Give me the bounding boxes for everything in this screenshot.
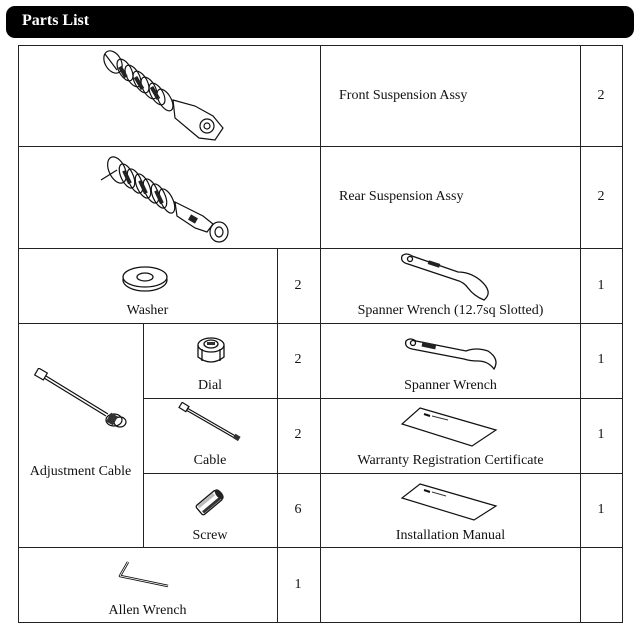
manual-icon (400, 482, 500, 522)
certificate-icon (400, 406, 500, 448)
spanner-wrench-slotted-label: Spanner Wrench (12.7sq Slotted) (357, 303, 544, 318)
manual-label: Installation Manual (395, 528, 506, 543)
spanner-wrench-slotted-qty: 1 (597, 278, 605, 293)
front-suspension-icon (95, 48, 230, 144)
adjustment-cable-label: Adjustment Cable (29, 464, 132, 479)
dial-icon (194, 333, 228, 369)
front-suspension-label: Front Suspension Assy (339, 88, 468, 103)
front-suspension-qty: 2 (597, 88, 605, 103)
screw-icon (192, 484, 228, 520)
certificate-qty: 1 (597, 427, 605, 442)
washer-label: Washer (126, 303, 169, 318)
manual-qty: 1 (597, 502, 605, 517)
spanner-wrench-label: Spanner Wrench (404, 378, 497, 393)
dial-qty: 2 (294, 352, 302, 367)
allen-wrench-icon (116, 560, 172, 588)
spanner-wrench-slotted-icon (398, 250, 503, 302)
adjustment-cable-icon (30, 368, 130, 430)
washer-qty: 2 (294, 278, 302, 293)
cable-qty: 2 (294, 427, 302, 442)
spanner-wrench-icon (402, 333, 502, 371)
cable-icon (178, 402, 244, 444)
spanner-wrench-qty: 1 (597, 352, 605, 367)
rear-suspension-label: Rear Suspension Assy (339, 189, 464, 204)
screw-qty: 6 (294, 502, 302, 517)
screw-label: Screw (192, 528, 228, 543)
cable-label: Cable (193, 453, 227, 468)
allen-wrench-label: Allen Wrench (108, 603, 187, 618)
dial-label: Dial (197, 378, 223, 393)
washer-icon (120, 264, 170, 294)
allen-wrench-qty: 1 (294, 577, 302, 592)
rear-suspension-qty: 2 (597, 189, 605, 204)
rear-suspension-icon (95, 150, 235, 246)
certificate-label: Warranty Registration Certificate (357, 453, 544, 468)
page-title: Parts List (22, 12, 90, 29)
